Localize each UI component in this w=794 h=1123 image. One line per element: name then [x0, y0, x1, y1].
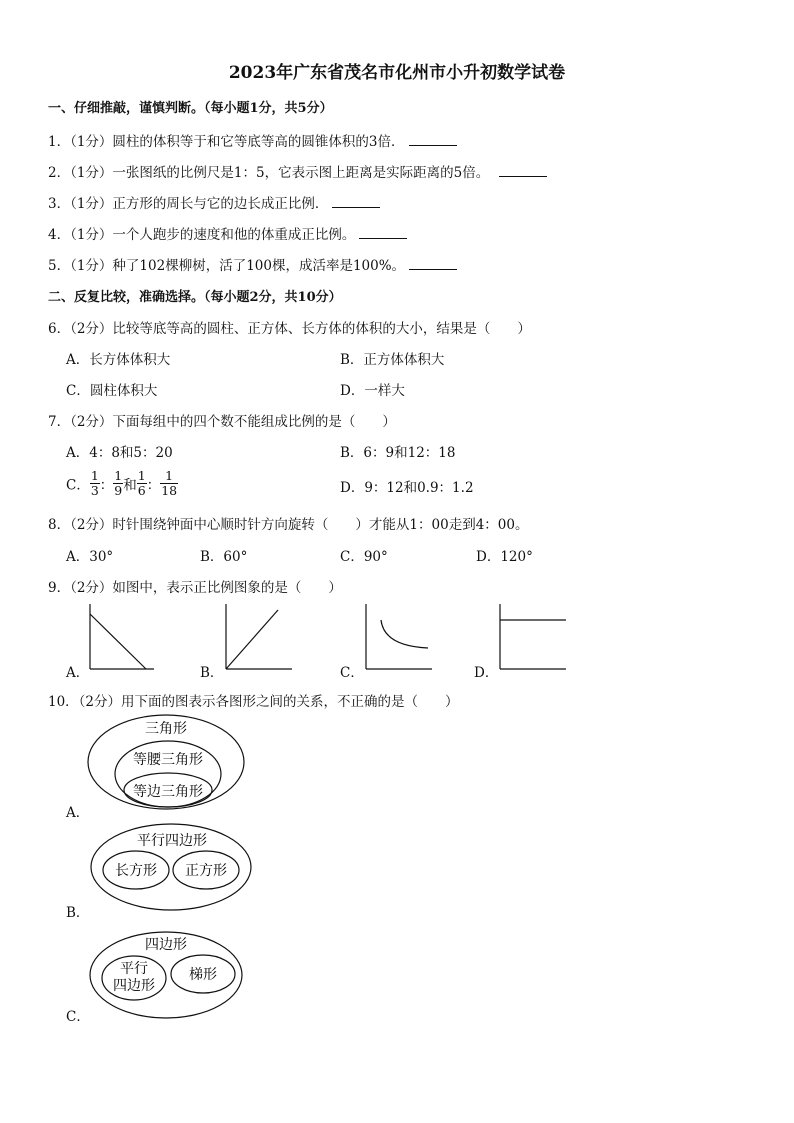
graph-d-horizontal-line [496, 602, 568, 672]
question-8-option-a[interactable]: A．30° [66, 549, 114, 565]
answer-blank-3[interactable] [332, 195, 380, 208]
label-parallel: 平行 [120, 961, 148, 977]
ratio-colon: ： [99, 477, 114, 494]
fraction-1-3: $\frac{1}{3}$ [90, 468, 99, 498]
question-8: 8．（2分）时针围绕钟面中心顺时针方向旋转（ ）才能从1：00走到4：00。 [48, 517, 529, 533]
section-1-heading: 一、仔细推敲，谨慎判断。（每小题1分，共5分） [48, 101, 333, 116]
answer-blank-2[interactable] [499, 164, 547, 177]
ratio-colon: ： [146, 477, 161, 494]
label-triangle: 三角形 [145, 721, 187, 737]
label-rectangle: 长方形 [115, 863, 157, 879]
fraction-1-18: $\frac{1}{18}$ [161, 468, 178, 498]
question-7: 7．（2分）下面每组中的四个数不能组成比例的是（ ） [48, 414, 396, 430]
question-4-text: 4．（1分）一个人跑步的速度和他的体重成正比例。 [48, 227, 356, 243]
question-9-option-d[interactable]: D． [474, 665, 499, 681]
graph-c-inverse-curve [362, 602, 434, 672]
diagram-b-parallelogram-sets [86, 820, 256, 914]
question-4 [48, 223, 407, 243]
graph-a-decreasing-line [86, 602, 156, 672]
question-6-option-b[interactable]: B．正方体体积大 [340, 352, 445, 368]
question-9: 9．（2分）如图中，表示正比例图象的是（ ） [48, 580, 342, 596]
question-3 [48, 192, 380, 212]
question-8-option-b[interactable]: B．60° [200, 549, 248, 565]
question-5 [48, 254, 457, 274]
answer-blank-5[interactable] [409, 257, 457, 270]
and-word: 和 [123, 477, 137, 494]
question-7-option-c-label: C． [66, 477, 90, 494]
question-7-option-c[interactable] [66, 469, 178, 498]
label-equilateral-triangle: 等边三角形 [133, 784, 203, 800]
question-7-option-b[interactable]: B．6：9和12：18 [340, 445, 456, 461]
question-2-text: 2．（1分）一张图纸的比例尺是1：5，它表示图上距离是实际距离的5倍。 [48, 165, 490, 181]
question-6-option-d[interactable]: D．一样大 [340, 383, 405, 399]
question-1-text: 1．（1分）圆柱的体积等于和它等底等高的圆锥体积的3倍． [48, 134, 405, 150]
question-6-option-a[interactable]: A．长方体体积大 [66, 352, 171, 368]
answer-blank-1[interactable] [409, 133, 457, 146]
question-7-option-d[interactable]: D．9：12和0.9：1.2 [340, 480, 474, 496]
label-isosceles-triangle: 等腰三角形 [133, 752, 203, 768]
question-10-option-c[interactable]: C． [66, 1009, 90, 1025]
question-10: 10．（2分）用下面的图表示各图形之间的关系，不正确的是（ ） [48, 694, 459, 710]
section-2-heading: 二、反复比较，准确选择。（每小题2分，共10分） [48, 290, 342, 305]
label-square: 正方形 [185, 863, 227, 879]
question-8-option-d[interactable]: D．120° [476, 549, 533, 565]
label-quadrilateral-2: 四边形 [113, 978, 155, 994]
label-trapezoid: 梯形 [189, 967, 217, 983]
question-9-option-c[interactable]: C． [340, 665, 364, 681]
question-6: 6．（2分）比较等底等高的圆柱、正方体、长方体的体积的大小，结果是（ ） [48, 321, 531, 337]
page-title: 2023年广东省茂名市化州市小升初数学试卷 [228, 63, 566, 83]
answer-blank-4[interactable] [359, 226, 407, 239]
question-7-option-a[interactable]: A．4：8和5：20 [66, 445, 173, 461]
question-5-text: 5．（1分）种了102棵柳树，活了100棵，成活率是100%。 [48, 258, 406, 274]
question-10-option-b[interactable]: B． [66, 905, 90, 921]
fraction-1-9: $\frac{1}{9}$ [114, 468, 123, 498]
question-6-option-c[interactable]: C．圆柱体积大 [66, 383, 158, 399]
question-1 [48, 130, 457, 150]
question-8-option-c[interactable]: C．90° [340, 549, 388, 565]
question-9-option-a[interactable]: A． [66, 665, 90, 681]
question-10-option-a[interactable]: A． [66, 805, 90, 821]
question-9-option-b[interactable]: B． [200, 665, 224, 681]
question-3-text: 3．（1分）正方形的周长与它的边长成正比例． [48, 196, 329, 212]
label-quadrilateral: 四边形 [145, 937, 187, 953]
fraction-1-6: $\frac{1}{6}$ [137, 468, 146, 498]
diagram-c-quadrilateral-sets [86, 928, 246, 1022]
label-parallelogram: 平行四边形 [137, 833, 207, 849]
graph-b-increasing-line [222, 602, 294, 672]
question-2 [48, 161, 547, 181]
diagram-a-triangle-nesting [86, 712, 246, 812]
